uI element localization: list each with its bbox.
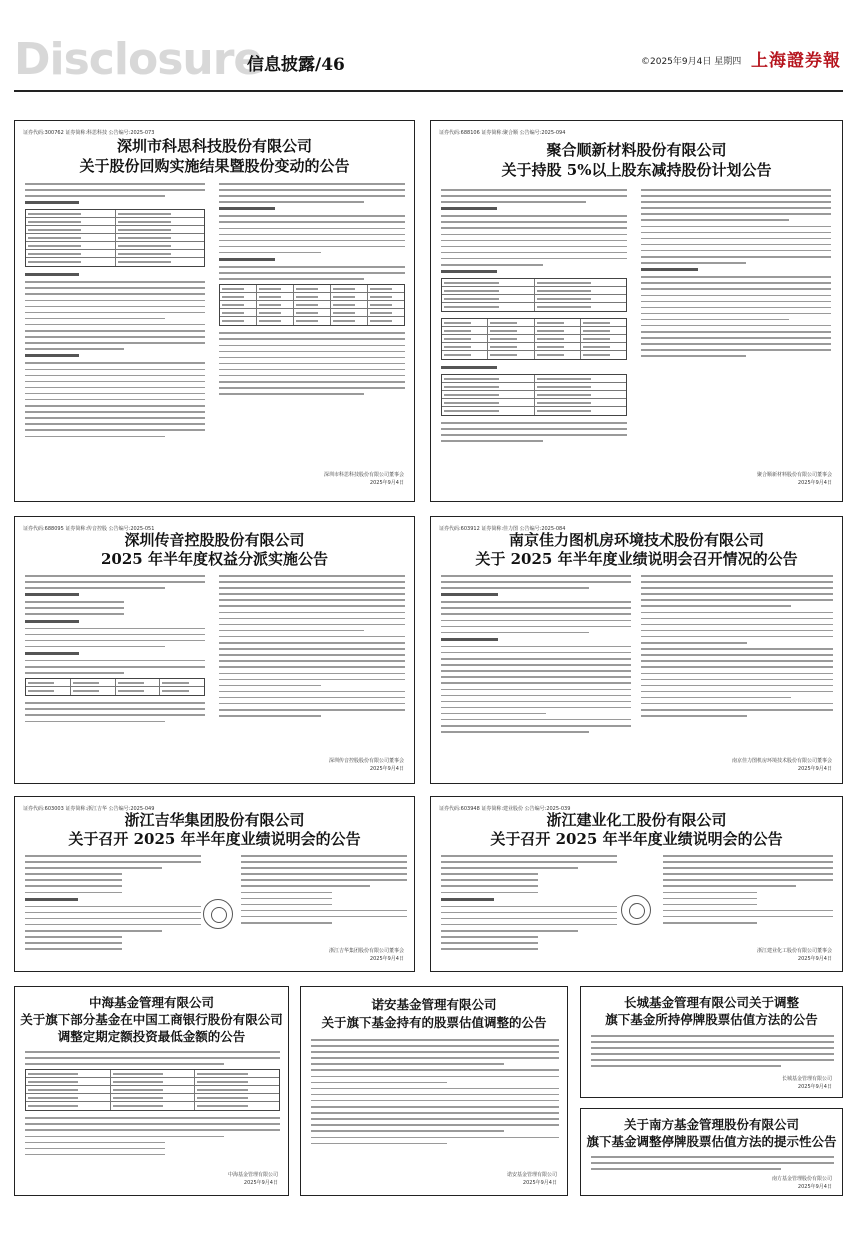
notice-body: [441, 189, 627, 479]
notice-company: 深圳市科思科技股份有限公司: [116, 137, 312, 155]
section-name: 信息披露: [247, 55, 315, 75]
notice-title: 关于 2025 年半年度业绩说明会召开情况的公告: [475, 550, 798, 568]
notice-signature: 南京佳力图机房环境技术股份有限公司董事会 2025年9月4日: [731, 758, 832, 772]
notice-company: 浙江建业化工股份有限公司: [546, 811, 727, 829]
notice-changcheng: [580, 986, 843, 1098]
notice-signature: 深圳传音控股股份有限公司董事会 2025年9月4日: [328, 758, 404, 772]
notice-zhonghai: [14, 986, 289, 1196]
notice-signature: 浙江建业化工股份有限公司董事会 2025年9月4日: [756, 948, 832, 962]
notice-body: [311, 1039, 559, 1171]
company-seal-icon: [621, 895, 651, 925]
notice-title: 关于旗下基金持有的股票估值调整的公告: [321, 1015, 547, 1030]
notice-chuanyin: [14, 516, 415, 784]
notice-signature: 浙江吉华集团股份有限公司董事会 2025年9月4日: [328, 948, 404, 962]
notice-body: [25, 183, 205, 473]
notice-signature: 长城基金管理有限公司 2025年9月4日: [781, 1076, 832, 1090]
notice-body: [591, 1035, 834, 1075]
notice-title: 旗下基金调整停牌股票估值方法的提示性公告: [586, 1134, 837, 1149]
notice-title: 关于召开 2025 年半年度业绩说明会的公告: [68, 830, 361, 848]
newspaper-logo: 上海證券報: [751, 51, 841, 71]
notice-body: [25, 575, 205, 760]
masthead: [14, 30, 843, 92]
notice-body-col2: [641, 575, 833, 760]
notice-kesi: [14, 120, 415, 502]
notice-body: [25, 1051, 280, 1171]
notice-company: 中海基金管理有限公司: [88, 995, 214, 1010]
notice-signature: 聚合顺新材料股份有限公司董事会 2025年9月4日: [756, 472, 832, 486]
notice-body: [441, 855, 617, 963]
notice-title: 旗下基金所持停牌股票估值方法的公告: [605, 1012, 818, 1027]
section-wordmark: Disclosure: [14, 34, 263, 85]
notice-jihua: [14, 796, 415, 972]
issue-date: ©2025年9月4日 星期四: [641, 57, 742, 67]
notice-signature: 南方基金管理股份有限公司 2025年9月4日: [771, 1176, 832, 1190]
notice-company: 南京佳力图机房环境技术股份有限公司: [508, 531, 764, 549]
notice-body: [25, 855, 201, 963]
notice-body-col2: [219, 183, 405, 473]
notice-company: 浙江吉华集团股份有限公司: [124, 811, 305, 829]
notice-title: 关于持股 5%以上股东减持股份计划公告: [501, 161, 772, 179]
notice-company: 聚合顺新材料股份有限公司: [546, 141, 727, 159]
notice-body-col2: [241, 855, 407, 950]
page-number: /46: [315, 55, 345, 75]
notice-body-col2: [663, 855, 833, 950]
notice-title: 关于股份回购实施结果暨股份变动的公告: [79, 157, 350, 175]
company-seal-icon: [203, 899, 233, 929]
notice-title: 关于召开 2025 年半年度业绩说明会的公告: [490, 830, 783, 848]
notice-codes: 证券代码:688106 证券简称:聚合顺 公告编号:2025-094: [439, 130, 566, 136]
notice-company: 诺安基金管理有限公司: [371, 997, 497, 1012]
notice-codes: 证券代码:603948 证券简称:建业股份 公告编号:2025-039: [439, 806, 571, 812]
notice-title-cont: 调整定期定额投资最低金额的公告: [57, 1029, 246, 1044]
notice-jianye: [430, 796, 843, 972]
notice-juhe: [430, 120, 843, 502]
notice-company: 长城基金管理有限公司关于调整: [623, 995, 799, 1010]
section-title: [247, 50, 345, 75]
notice-company: 深圳传音控股股份有限公司: [124, 531, 305, 549]
notice-body: [591, 1156, 834, 1178]
notice-signature: 诺安基金管理有限公司 2025年9月4日: [506, 1172, 557, 1186]
notice-nuoan: [300, 986, 568, 1196]
notice-body: [441, 575, 631, 760]
notice-title: 关于旗下部分基金在中国工商银行股份有限公司: [20, 1012, 283, 1027]
notice-body-col2: [219, 575, 405, 760]
notice-codes: 证券代码:688095 证券简称:传音控股 公告编号:2025-051: [23, 526, 155, 532]
notice-signature: 深圳市科思科技股份有限公司董事会 2025年9月4日: [323, 472, 404, 486]
notice-signature: 中海基金管理有限公司 2025年9月4日: [227, 1172, 278, 1186]
notice-codes: 证券代码:603912 证券简称:佳力图 公告编号:2025-084: [439, 526, 566, 532]
notice-codes: 证券代码:300762 证券简称:科思科技 公告编号:2025-073: [23, 130, 155, 136]
notice-jialitu: [430, 516, 843, 784]
notice-nanfang: [580, 1108, 843, 1196]
notice-title: 2025 年半年度权益分派实施公告: [101, 550, 328, 568]
notice-company: 关于南方基金管理股份有限公司: [623, 1117, 799, 1132]
notice-codes: 证券代码:603003 证券简称:浙江吉华 公告编号:2025-049: [23, 806, 155, 812]
notice-body-col2: [641, 189, 831, 469]
